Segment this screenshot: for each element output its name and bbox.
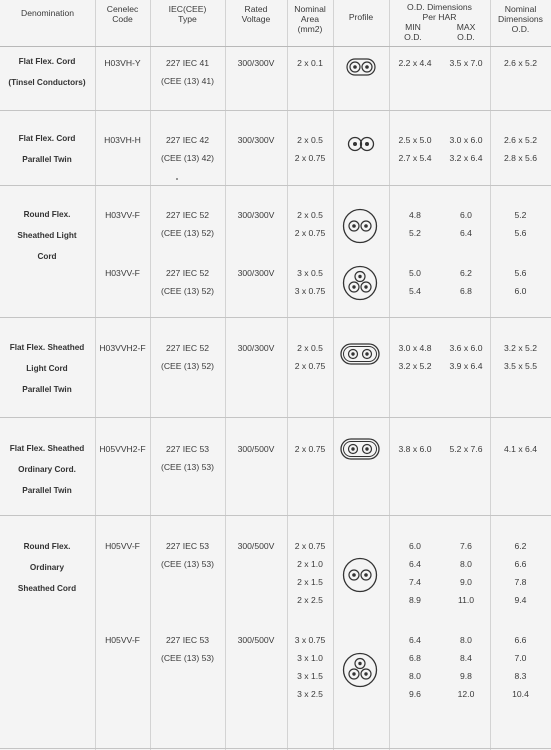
nominal-dimension bbox=[490, 339, 551, 375]
nominal-value: 7.0 bbox=[514, 653, 527, 663]
denomination-line: Flat Flex. Sheathed bbox=[9, 444, 85, 453]
od-min bbox=[391, 537, 439, 609]
max-value: 3.0 x 6.0 bbox=[449, 135, 483, 145]
od-min bbox=[391, 339, 439, 375]
rated-voltage bbox=[225, 440, 287, 458]
iec-value: 227 IEC 52 bbox=[166, 268, 209, 278]
flat-twin-icon bbox=[346, 135, 376, 153]
min-value: 3.2 x 5.2 bbox=[398, 361, 432, 371]
nominal-value: 5.6 bbox=[514, 228, 527, 238]
od-max bbox=[442, 54, 490, 72]
rated-voltage bbox=[225, 537, 287, 555]
voltage-value: 300/300V bbox=[237, 135, 275, 145]
row-separator bbox=[0, 417, 551, 418]
column-divider bbox=[389, 0, 390, 750]
iec-value: 227 IEC 41 bbox=[166, 58, 209, 68]
min-value: 8.0 bbox=[409, 671, 421, 681]
denomination-line: Sheathed Cord bbox=[17, 584, 77, 593]
code-value: H03VH-Y bbox=[104, 58, 141, 68]
cenelec-code bbox=[95, 339, 150, 357]
nominal-area bbox=[287, 440, 333, 458]
iec-value: 227 IEC 53 bbox=[166, 635, 209, 645]
header-label: O.D. bbox=[404, 32, 422, 42]
code-value: H05VV-F bbox=[105, 541, 140, 551]
nominal-dimension bbox=[490, 440, 551, 458]
min-value: 6.4 bbox=[409, 635, 421, 645]
header-iec-type bbox=[150, 4, 225, 24]
flat-twin-small-icon bbox=[346, 58, 376, 76]
iec-value: (CEE (13) 53) bbox=[160, 559, 214, 569]
header-label: MAX bbox=[456, 22, 476, 32]
nominal-area bbox=[287, 631, 333, 703]
max-value: 3.5 x 7.0 bbox=[449, 58, 483, 68]
denomination-line: Round Flex. bbox=[23, 210, 71, 219]
row-separator bbox=[0, 748, 551, 749]
header-denomination bbox=[0, 8, 95, 18]
nominal-value: 3.5 x 5.5 bbox=[504, 361, 537, 371]
iec-value: 227 IEC 53 bbox=[166, 541, 209, 551]
area-value: 2 x 0.75 bbox=[294, 541, 326, 551]
nominal-dimension bbox=[490, 206, 551, 242]
header-nominal-dimensions bbox=[490, 4, 551, 34]
iec-type bbox=[150, 537, 225, 573]
denomination-line: Parallel Twin bbox=[22, 486, 72, 495]
max-value: 3.6 x 6.0 bbox=[449, 343, 483, 353]
header-od-dimensions bbox=[389, 2, 490, 22]
voltage-value: 300/500V bbox=[237, 635, 275, 645]
max-value: 8.4 bbox=[460, 653, 472, 663]
min-value: 9.6 bbox=[409, 689, 421, 699]
header-label: Voltage bbox=[241, 14, 271, 24]
area-value: 2 x 1.0 bbox=[297, 559, 323, 569]
iec-value: 227 IEC 53 bbox=[166, 444, 209, 454]
code-value: H05VV-F bbox=[105, 635, 140, 645]
rated-voltage bbox=[225, 631, 287, 649]
area-value: 3 x 1.5 bbox=[297, 671, 323, 681]
area-value: 2 x 0.5 bbox=[297, 343, 323, 353]
nominal-value: 6.2 bbox=[514, 541, 527, 551]
iec-type bbox=[150, 131, 225, 167]
max-value: 3.9 x 6.4 bbox=[449, 361, 483, 371]
code-value: H03VH-H bbox=[104, 135, 141, 145]
header-rated-voltage bbox=[225, 4, 287, 24]
nominal-value: 4.1 x 6.4 bbox=[504, 444, 537, 454]
area-value: 3 x 0.75 bbox=[294, 635, 326, 645]
iec-value: (CEE (13) 52) bbox=[160, 228, 214, 238]
max-value: 8.0 bbox=[460, 635, 472, 645]
min-value: 3.8 x 6.0 bbox=[398, 444, 432, 454]
od-max bbox=[442, 631, 490, 703]
area-value: 2 x 0.5 bbox=[297, 210, 323, 220]
nominal-area bbox=[287, 264, 333, 300]
voltage-value: 300/500V bbox=[237, 541, 275, 551]
od-max bbox=[442, 264, 490, 300]
round-two-core-icon bbox=[342, 208, 378, 244]
rated-voltage bbox=[225, 54, 287, 72]
scan-mark bbox=[176, 178, 178, 180]
min-value: 2.7 x 5.4 bbox=[398, 153, 432, 163]
min-value: 7.4 bbox=[409, 577, 421, 587]
od-min bbox=[391, 631, 439, 703]
area-value: 2 x 0.75 bbox=[294, 361, 326, 371]
round-three-core-icon bbox=[342, 265, 378, 301]
header-label: IEC(CEE) bbox=[168, 4, 207, 14]
header-label: O.D. bbox=[511, 24, 530, 34]
od-min bbox=[391, 206, 439, 242]
voltage-value: 300/500V bbox=[237, 444, 275, 454]
iec-value: 227 IEC 42 bbox=[166, 135, 209, 145]
iec-value: (CEE (13) 41) bbox=[160, 76, 214, 86]
flat-sheathed-icon bbox=[340, 343, 380, 365]
nominal-value: 6.6 bbox=[514, 635, 527, 645]
denomination-line: (Tinsel Conductors) bbox=[8, 78, 86, 87]
round-two-core-icon bbox=[342, 557, 378, 593]
od-max bbox=[442, 131, 490, 167]
nominal-value: 9.4 bbox=[514, 595, 527, 605]
flat-sheathed-icon bbox=[340, 438, 380, 460]
denomination-round-flex-light bbox=[0, 204, 94, 267]
header-label: Nominal bbox=[294, 4, 326, 14]
header-od-max bbox=[446, 22, 486, 42]
denomination-flat-sheathed-light bbox=[0, 337, 94, 400]
header-label: O.D. Dimensions bbox=[407, 2, 472, 12]
max-value: 11.0 bbox=[457, 595, 475, 605]
header-label: MIN bbox=[405, 22, 421, 32]
iec-value: (CEE (13) 42) bbox=[160, 153, 214, 163]
rated-voltage bbox=[225, 339, 287, 357]
min-value: 6.0 bbox=[409, 541, 421, 551]
iec-value: (CEE (13) 53) bbox=[160, 653, 214, 663]
area-value: 2 x 2.5 bbox=[297, 595, 323, 605]
denomination-line: Ordinary Cord. bbox=[18, 465, 76, 474]
area-value: 3 x 0.75 bbox=[294, 286, 326, 296]
cenelec-code bbox=[95, 537, 150, 555]
od-min bbox=[391, 264, 439, 300]
header-label: Denomination bbox=[20, 8, 75, 18]
area-value: 2 x 0.75 bbox=[294, 444, 326, 454]
iec-value: (CEE (13) 52) bbox=[160, 361, 214, 371]
rated-voltage bbox=[225, 131, 287, 149]
nominal-area bbox=[287, 131, 333, 167]
min-value: 5.0 bbox=[409, 268, 421, 278]
area-value: 3 x 2.5 bbox=[297, 689, 323, 699]
cenelec-code bbox=[95, 131, 150, 149]
nominal-value: 2.8 x 5.6 bbox=[504, 153, 537, 163]
area-value: 3 x 1.0 bbox=[297, 653, 323, 663]
denomination-flat-flex-parallel bbox=[0, 128, 94, 170]
max-value: 9.0 bbox=[460, 577, 472, 587]
od-max bbox=[442, 206, 490, 242]
od-max bbox=[442, 537, 490, 609]
max-value: 6.4 bbox=[460, 228, 472, 238]
od-min bbox=[391, 131, 439, 167]
column-divider bbox=[333, 0, 334, 750]
area-value: 2 x 0.1 bbox=[297, 58, 323, 68]
nominal-dimension bbox=[490, 537, 551, 609]
header-profile bbox=[333, 12, 389, 22]
voltage-value: 300/300V bbox=[237, 210, 275, 220]
nominal-dimension bbox=[490, 631, 551, 703]
area-value: 2 x 0.75 bbox=[294, 228, 326, 238]
iec-type bbox=[150, 440, 225, 476]
nominal-value: 10.4 bbox=[512, 689, 529, 699]
min-value: 2.2 x 4.4 bbox=[398, 58, 432, 68]
min-value: 5.2 bbox=[409, 228, 421, 238]
iec-value: (CEE (13) 52) bbox=[160, 286, 214, 296]
min-value: 6.8 bbox=[409, 653, 421, 663]
denomination-line: Ordinary bbox=[29, 563, 65, 572]
header-label: Profile bbox=[348, 12, 374, 22]
nominal-value: 3.2 x 5.2 bbox=[504, 343, 537, 353]
rated-voltage bbox=[225, 264, 287, 282]
iec-type bbox=[150, 264, 225, 300]
denomination-round-flex-ordinary bbox=[0, 536, 94, 599]
denomination-line: Flat Flex. Cord bbox=[18, 134, 76, 143]
nominal-area bbox=[287, 339, 333, 375]
denomination-line: Cord bbox=[37, 252, 57, 261]
area-value: 2 x 0.5 bbox=[297, 135, 323, 145]
max-value: 9.8 bbox=[460, 671, 472, 681]
area-value: 2 x 0.75 bbox=[294, 153, 326, 163]
nominal-value: 2.6 x 5.2 bbox=[504, 135, 537, 145]
nominal-dimension bbox=[490, 54, 551, 72]
max-value: 3.2 x 6.4 bbox=[449, 153, 483, 163]
min-value: 6.4 bbox=[409, 559, 421, 569]
nominal-value: 2.6 x 5.2 bbox=[504, 58, 537, 68]
min-value: 2.5 x 5.0 bbox=[398, 135, 432, 145]
nominal-value: 6.0 bbox=[514, 286, 527, 296]
iec-type bbox=[150, 206, 225, 242]
header-label: Type bbox=[178, 14, 197, 24]
denomination-line: Round Flex. bbox=[23, 542, 71, 551]
od-max bbox=[442, 339, 490, 375]
nominal-value: 5.2 bbox=[514, 210, 527, 220]
max-value: 6.8 bbox=[460, 286, 472, 296]
row-separator bbox=[0, 110, 551, 111]
max-value: 8.0 bbox=[460, 559, 472, 569]
od-max bbox=[442, 440, 490, 458]
denomination-line: Sheathed Light bbox=[17, 231, 77, 240]
cenelec-code bbox=[95, 440, 150, 458]
nominal-area bbox=[287, 206, 333, 242]
nominal-area bbox=[287, 54, 333, 72]
row-separator bbox=[0, 317, 551, 318]
min-value: 5.4 bbox=[409, 286, 421, 296]
header-label: Cenelec bbox=[106, 4, 139, 14]
denomination-line: Parallel Twin bbox=[22, 155, 72, 164]
iec-type bbox=[150, 339, 225, 375]
header-label: Nominal bbox=[504, 4, 537, 14]
nominal-dimension bbox=[490, 264, 551, 300]
cenelec-code bbox=[95, 206, 150, 224]
voltage-value: 300/300V bbox=[237, 343, 275, 353]
header-label: Area bbox=[300, 14, 320, 24]
max-value: 6.2 bbox=[460, 268, 472, 278]
nominal-dimension bbox=[490, 131, 551, 167]
rated-voltage bbox=[225, 206, 287, 224]
area-value: 3 x 0.5 bbox=[297, 268, 323, 278]
header-label: Per HAR bbox=[422, 12, 457, 22]
header-label: O.D. bbox=[457, 32, 475, 42]
voltage-value: 300/300V bbox=[237, 268, 275, 278]
code-value: H03VVH2-F bbox=[99, 343, 146, 353]
denomination-flat-flex-tinsel bbox=[0, 51, 94, 93]
od-min bbox=[391, 54, 439, 72]
row-separator bbox=[0, 185, 551, 186]
max-value: 7.6 bbox=[460, 541, 472, 551]
nominal-value: 5.6 bbox=[514, 268, 527, 278]
code-value: H03VV-F bbox=[105, 210, 140, 220]
iec-value: (CEE (13) 53) bbox=[160, 462, 214, 472]
iec-value: 227 IEC 52 bbox=[166, 210, 209, 220]
header-label: Rated bbox=[244, 4, 268, 14]
denomination-line: Light Cord bbox=[26, 364, 68, 373]
iec-value: 227 IEC 52 bbox=[166, 343, 209, 353]
cenelec-code bbox=[95, 264, 150, 282]
header-nominal-area bbox=[287, 4, 333, 34]
iec-type bbox=[150, 54, 225, 90]
header-label: (mm2) bbox=[297, 24, 323, 34]
code-value: H03VV-F bbox=[105, 268, 140, 278]
iec-type bbox=[150, 631, 225, 667]
code-value: H05VVH2-F bbox=[99, 444, 146, 454]
denomination-line: Parallel Twin bbox=[22, 385, 72, 394]
nominal-value: 7.8 bbox=[514, 577, 527, 587]
denomination-line: Flat Flex. Sheathed bbox=[9, 343, 85, 352]
area-value: 2 x 1.5 bbox=[297, 577, 323, 587]
max-value: 12.0 bbox=[457, 689, 475, 699]
max-value: 6.0 bbox=[460, 210, 472, 220]
voltage-value: 300/300V bbox=[237, 58, 275, 68]
denomination-flat-sheathed-ordinary bbox=[0, 438, 94, 501]
denomination-line: Flat Flex. Cord bbox=[18, 57, 76, 66]
cenelec-code bbox=[95, 54, 150, 72]
header-label: Code bbox=[112, 14, 133, 24]
header-od-min bbox=[393, 22, 433, 42]
row-separator bbox=[0, 515, 551, 516]
od-min bbox=[391, 440, 439, 458]
nominal-value: 8.3 bbox=[514, 671, 527, 681]
min-value: 4.8 bbox=[409, 210, 421, 220]
min-value: 3.0 x 4.8 bbox=[398, 343, 432, 353]
nominal-area bbox=[287, 537, 333, 609]
cenelec-code bbox=[95, 631, 150, 649]
header-label: Dimensions bbox=[498, 14, 543, 24]
max-value: 5.2 x 7.6 bbox=[449, 444, 483, 454]
min-value: 8.9 bbox=[409, 595, 421, 605]
nominal-value: 6.6 bbox=[514, 559, 527, 569]
header-cenelec-code bbox=[95, 4, 150, 24]
round-three-core-icon bbox=[342, 652, 378, 688]
